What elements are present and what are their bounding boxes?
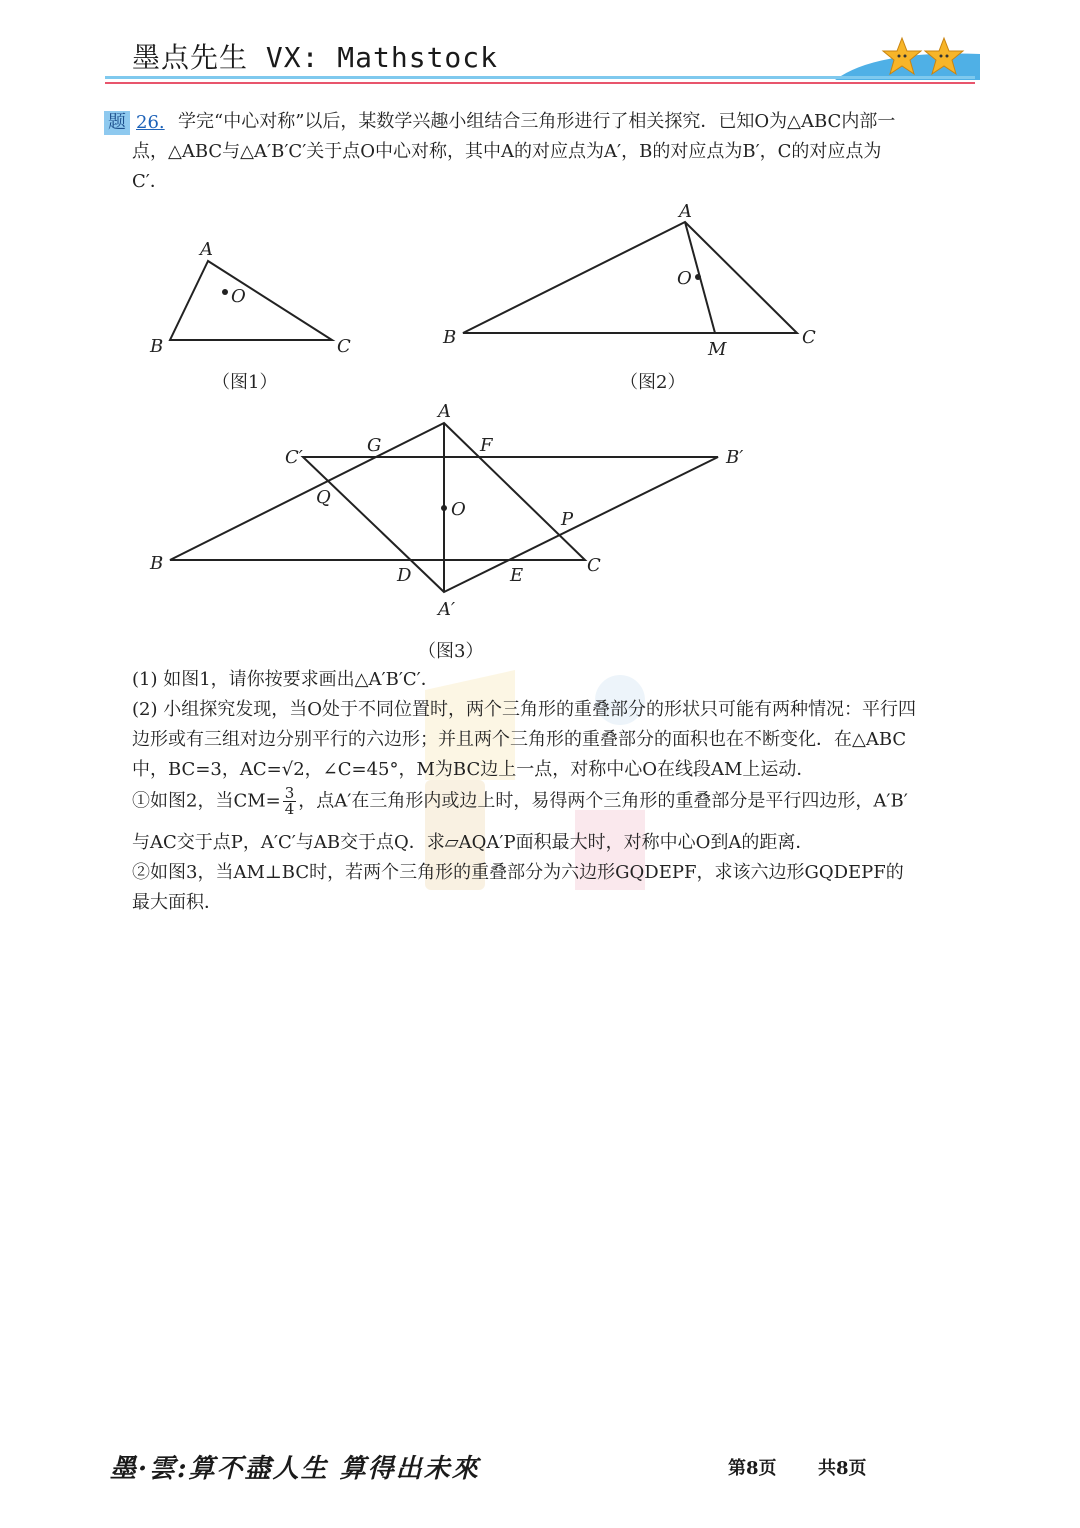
label-e: E: [510, 565, 524, 586]
point-o: [222, 289, 228, 295]
footer-total-pages: 共8页: [818, 1458, 867, 1479]
label-a: A: [679, 201, 692, 222]
triangle-abc: [463, 222, 797, 333]
fraction-numerator: 3: [284, 784, 295, 802]
point-o: [695, 274, 701, 280]
label-b: B: [150, 336, 164, 357]
part-2-line-1: (2) 小组探究发现，当O处于不同位置时，两个三角形的重叠部分的形状只可能有两种情况：平行四: [132, 699, 916, 720]
part-2-line-2: 边形或有三组对边分别平行的六边形；并且两个三角形的重叠部分的面积也在不断变化．在△ABC: [132, 729, 907, 750]
label-a: A: [200, 239, 213, 260]
label-f: F: [480, 435, 493, 456]
label-c: C: [337, 336, 351, 357]
label-a-prime: A′: [438, 599, 456, 620]
question-number: 26.: [136, 112, 165, 133]
header-title: 墨点先生 VX: Mathstock: [132, 41, 499, 74]
label-o: O: [451, 499, 466, 520]
subpart-1-suffix: ，点A′在三角形内或边上时，易得两个三角形的重叠部分是平行四边形，A′B′: [298, 790, 908, 812]
label-d: D: [397, 565, 412, 586]
label-b: B: [150, 553, 164, 574]
intro-line-1: 学完“中心对称”以后，某数学兴趣小组结合三角形进行了相关探究．已知O为△ABC内部一: [178, 111, 896, 132]
subpart-1-line-1: [132, 786, 908, 817]
footer-motto: 墨·雲:算不盡人生 算得出未來: [110, 1454, 480, 1484]
intro-line-2: 点，△ABC与△A′B′C′关于点O中心对称，其中A的对应点为A′，B的对应点为B′，C的对应点为: [132, 141, 882, 162]
question-badge: 题: [104, 111, 130, 135]
fraction-three-quarters: [283, 786, 297, 817]
fraction-denominator: 4: [284, 800, 295, 818]
label-o: O: [231, 286, 246, 307]
label-b: B: [443, 327, 457, 348]
label-c-prime: C′: [285, 447, 303, 468]
label-c: C: [802, 327, 816, 348]
label-o: O: [677, 268, 692, 289]
stars-icon: [880, 36, 970, 80]
part-1: (1) 如图1，请你按要求画出△A′B′C′．: [132, 669, 439, 690]
header-rule-blue: [105, 76, 975, 79]
subpart-1-line-2: 与AC交于点P，A′C′与AB交于点Q．求▱AQA′P面积最大时，对称中心O到A的距离．: [132, 832, 814, 853]
figure-1-caption: （图1）: [212, 372, 278, 393]
part-2-line-3: 中，BC=3，AC=√2，∠C=45°，M为BC边上一点，对称中心O在线段AM上运动．: [132, 759, 815, 780]
triangle-abc: [170, 261, 332, 340]
intro-line-3: C′．: [132, 171, 168, 192]
figure-2-caption: （图2）: [620, 372, 686, 393]
label-b-prime: B′: [726, 447, 744, 468]
label-g: G: [367, 435, 382, 456]
label-q: Q: [316, 487, 331, 508]
label-p: P: [561, 509, 574, 530]
header-rule-red: [105, 82, 975, 84]
figure-3: [140, 395, 770, 630]
label-m: M: [708, 339, 727, 360]
subpart-2-line-1: ②如图3，当AM⊥BC时，若两个三角形的重叠部分为六边形GQDEPF，求该六边形GQDEPF的: [132, 862, 904, 883]
figure-2: [430, 195, 830, 365]
footer-page-number: 第8页: [728, 1458, 777, 1479]
figure-3-caption: （图3）: [418, 641, 484, 662]
subpart-1-prefix: ①如图2，当CM=: [132, 790, 281, 812]
figure-1: [140, 230, 380, 365]
label-c: C: [587, 555, 601, 576]
label-a: A: [438, 401, 451, 422]
point-o: [441, 505, 447, 511]
subpart-2-line-2: 最大面积．: [132, 892, 222, 913]
